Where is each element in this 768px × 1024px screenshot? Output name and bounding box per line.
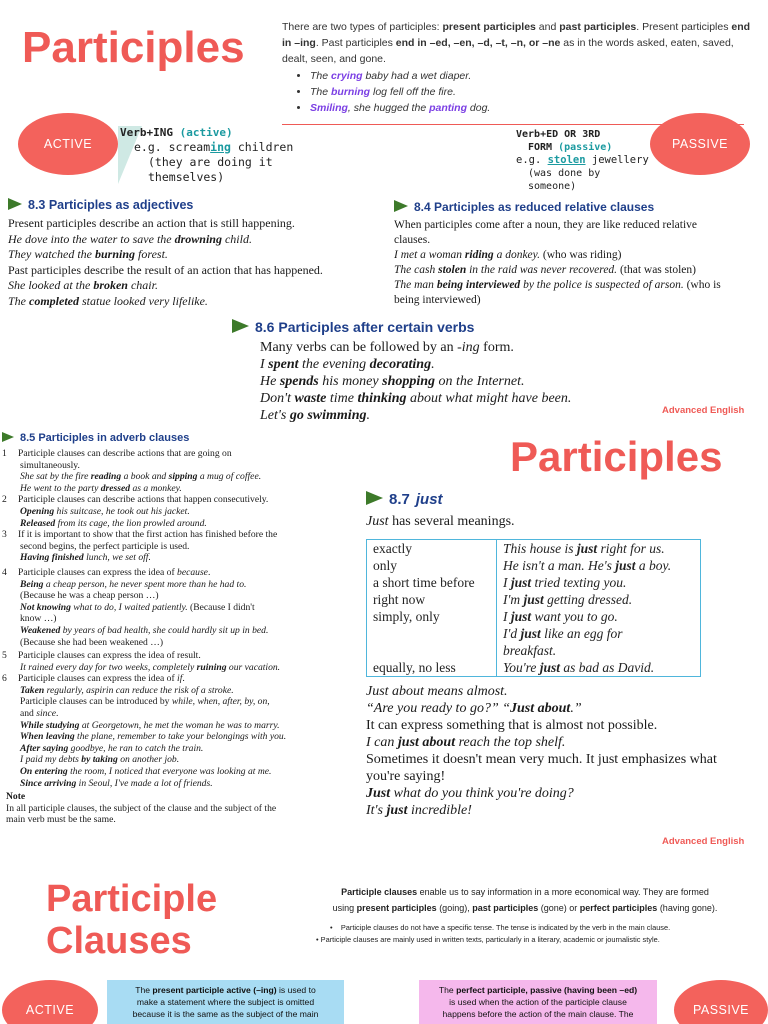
clauses-bullets (310, 922, 760, 946)
table-row (367, 591, 701, 608)
active-badge-2: ACTIVE (2, 980, 98, 1024)
advanced-english-label-2: Advanced English (662, 836, 745, 847)
meaning-cell: exactly (367, 540, 497, 558)
list-item: • The crying baby had a wet diaper. (310, 68, 762, 84)
section-8-7: 8.7 just Just has several meanings. exactly This house is just right for us. only He isn't a man. He's just a boy. a short time before I just tried texting you. right now I'm just getting dressed. simply, only I just want you to go. I'd just like an egg for breakfast. equally, no less You're just as bad as David. Just about means almost. “Are you ready to go?” “Just about.” It can express something that is almost not possible. I can just about reach the top shelf. Sometimes it doesn't mean very much. It just emphasizes what you're saying! Just what do you think you're doing? It's just incredible! (366, 490, 717, 818)
clauses-title-line2: Clauses (46, 920, 192, 962)
passive-badge: PASSIVE (650, 113, 750, 175)
meaning-cell: equally, no less (367, 659, 497, 677)
meaning-cell (367, 642, 497, 659)
advanced-english-label: Advanced English (662, 405, 745, 416)
section-heading: 8.3 Participles as adjectives (28, 198, 194, 212)
example-cell: I'm just getting dressed. (503, 592, 633, 607)
clauses-intro: Participle clauses enable us to say information in a more economical way. They are formed using present participles (going), past participles (gone) or perfect participles (having gone). (332, 887, 718, 913)
meaning-cell: only (367, 557, 497, 574)
example-cell: I just want you to go. (503, 609, 618, 624)
meaning-cell (367, 625, 497, 642)
section-heading: 8.4 Participles as reduced relative clauses (414, 200, 655, 214)
page-title: Participles (22, 23, 245, 72)
page-title-2: Participles (510, 433, 723, 480)
section-8-5: 8.5 Participles in adverb clauses 1 Participle clauses can describe actions that are going on simultaneously. She sat by the fire reading a book and sipping a mug of coffee. He went to the party dressed as a monkey. 2 Participle clauses can describe actions that happen consecutively. Opening his suitcase, he took out his jacket. Released from its cage, the lion prowled around. 3 If it is important to show that the first action has finished before the second begins, the perfect participle is used. Having finished lunch, we set off. 4 Participle clauses can express the idea of because. Being a cheap person, he never spent more than he had to. (Because he was a cheap person …) Not knowing what to do, I waited patiently. (Because I didn't know …) Weakened by years of bad health, she could hardly sit up in bed. (Because she had been weakened …) 5 Participle clauses can express the idea of result. It rained every day for two weeks, completely ruining our vacation. 6 Participle clauses can express the idea of if. Taken regularly, aspirin can reduce the risk of a stroke. Participle clauses can be introduced by while, when, after, by, on, and since. While studying at Georgetown, he met the woman he was to marry. When leaving the plane, remember to take your belongings with you. After saying goodbye, he ran to catch the train. I paid my debts by taking on another job. On entering the room, I noticed that everyone was looking at me. Since arriving in Seoul, I've made a lot of friends. Note In all participle clauses, the subject of the clause and the subject of the main verb must be the same. (2, 432, 287, 826)
clauses-title-line1: Participle (46, 878, 218, 920)
table-row (367, 642, 701, 659)
table-row (367, 625, 701, 642)
section-heading: 8.6 Participles after certain verbs (255, 319, 475, 335)
example-cell: I'd just like an egg for (503, 626, 623, 641)
meaning-cell: right now (367, 591, 497, 608)
example-cell: You're just as bad as David. (503, 660, 655, 675)
list-item: • Participle clauses are mainly used in written texts, particularly in a literary, academic or journalistic style. (316, 935, 660, 944)
flag-icon (8, 198, 22, 210)
passive-badge-2: PASSIVE (674, 980, 768, 1024)
section-8-3: 8.3 Participles as adjectives Present participles describe an action that is still happening. He dove into the water to save the drowning child. They watched the burning forest. Past participles describe the result of an action that has happened. She looked at the broken chair. The completed statue looked very lifelike. (8, 198, 323, 308)
list-item: • The burning log fell off the fire. (310, 84, 762, 100)
table-row (367, 540, 701, 558)
example-cell: I just tried texting you. (503, 575, 627, 590)
passive-box: Verb+ED OR 3RD FORM (passive) e.g. stolen jewellery (was done by someone) (516, 129, 649, 192)
active-badge: ACTIVE (18, 113, 118, 175)
active-box: Verb+ING (active) e.g. screaming children (they are doing it themselves) (120, 126, 294, 184)
flag-icon (394, 200, 408, 212)
list-item: • Smiling, she hugged the panting dog. (310, 100, 762, 116)
meaning-cell: a short time before (367, 574, 497, 591)
section-heading: just (415, 490, 443, 508)
active-explanation-box: The present participle active (–ing) is used to make a statement where the subject is omitted because it is the same as the subject of the main (107, 980, 344, 1024)
table-row (367, 557, 701, 574)
intro-examples (310, 68, 762, 116)
meaning-cell: simply, only (367, 608, 497, 625)
section-8-4: 8.4 Participles as reduced relative clauses When participles come after a noun, they are like reduced relative clauses. I met a woman riding a donkey. (who was riding) The cash stolen in the raid was never recovered. (that was stolen) The man being interviewed by the police is suspected of arson. (who is being interviewed) (394, 200, 721, 306)
just-meanings-table (366, 539, 701, 677)
section-heading: 8.5 Participles in adverb clauses (20, 432, 190, 444)
flag-icon (232, 319, 249, 333)
example-cell: He isn't a man. He's just a boy. (503, 558, 672, 573)
intro-text: There are two types of participles: present participles and past participles. Present participles end in –ing. Past participles end in –ed, –en, –d, –t, –n, or –ne as in the words asked, eaten, saved, dealt, seen, and gone. • The crying baby had a wet diaper. • The burning log fell off the fire. • Smiling, she hugged the panting dog. (282, 19, 762, 116)
list-item: • Participle clauses do not have a specific tense. The tense is indicated by the verb in the main clause. (330, 923, 671, 932)
passive-explanation-box: The perfect participle, passive (having been –ed) is used when the action of the participle clause happens before the action of the main clause. The (419, 980, 657, 1024)
flag-icon (2, 432, 14, 442)
example-cell: This house is just right for us. (503, 541, 665, 556)
example-cell: breakfast. (503, 643, 557, 658)
section-8-6: 8.6 Participles after certain verbs Many verbs can be followed by an -ing form. I spent the evening decorating. He spends his money shopping on the Internet. Don't waste time thinking about what might have been. Let's go swimming. (232, 316, 632, 424)
section-number: 8.7 (389, 490, 410, 508)
table-row (367, 608, 701, 625)
table-row (367, 659, 701, 677)
flag-icon (366, 491, 383, 505)
table-row (367, 574, 701, 591)
